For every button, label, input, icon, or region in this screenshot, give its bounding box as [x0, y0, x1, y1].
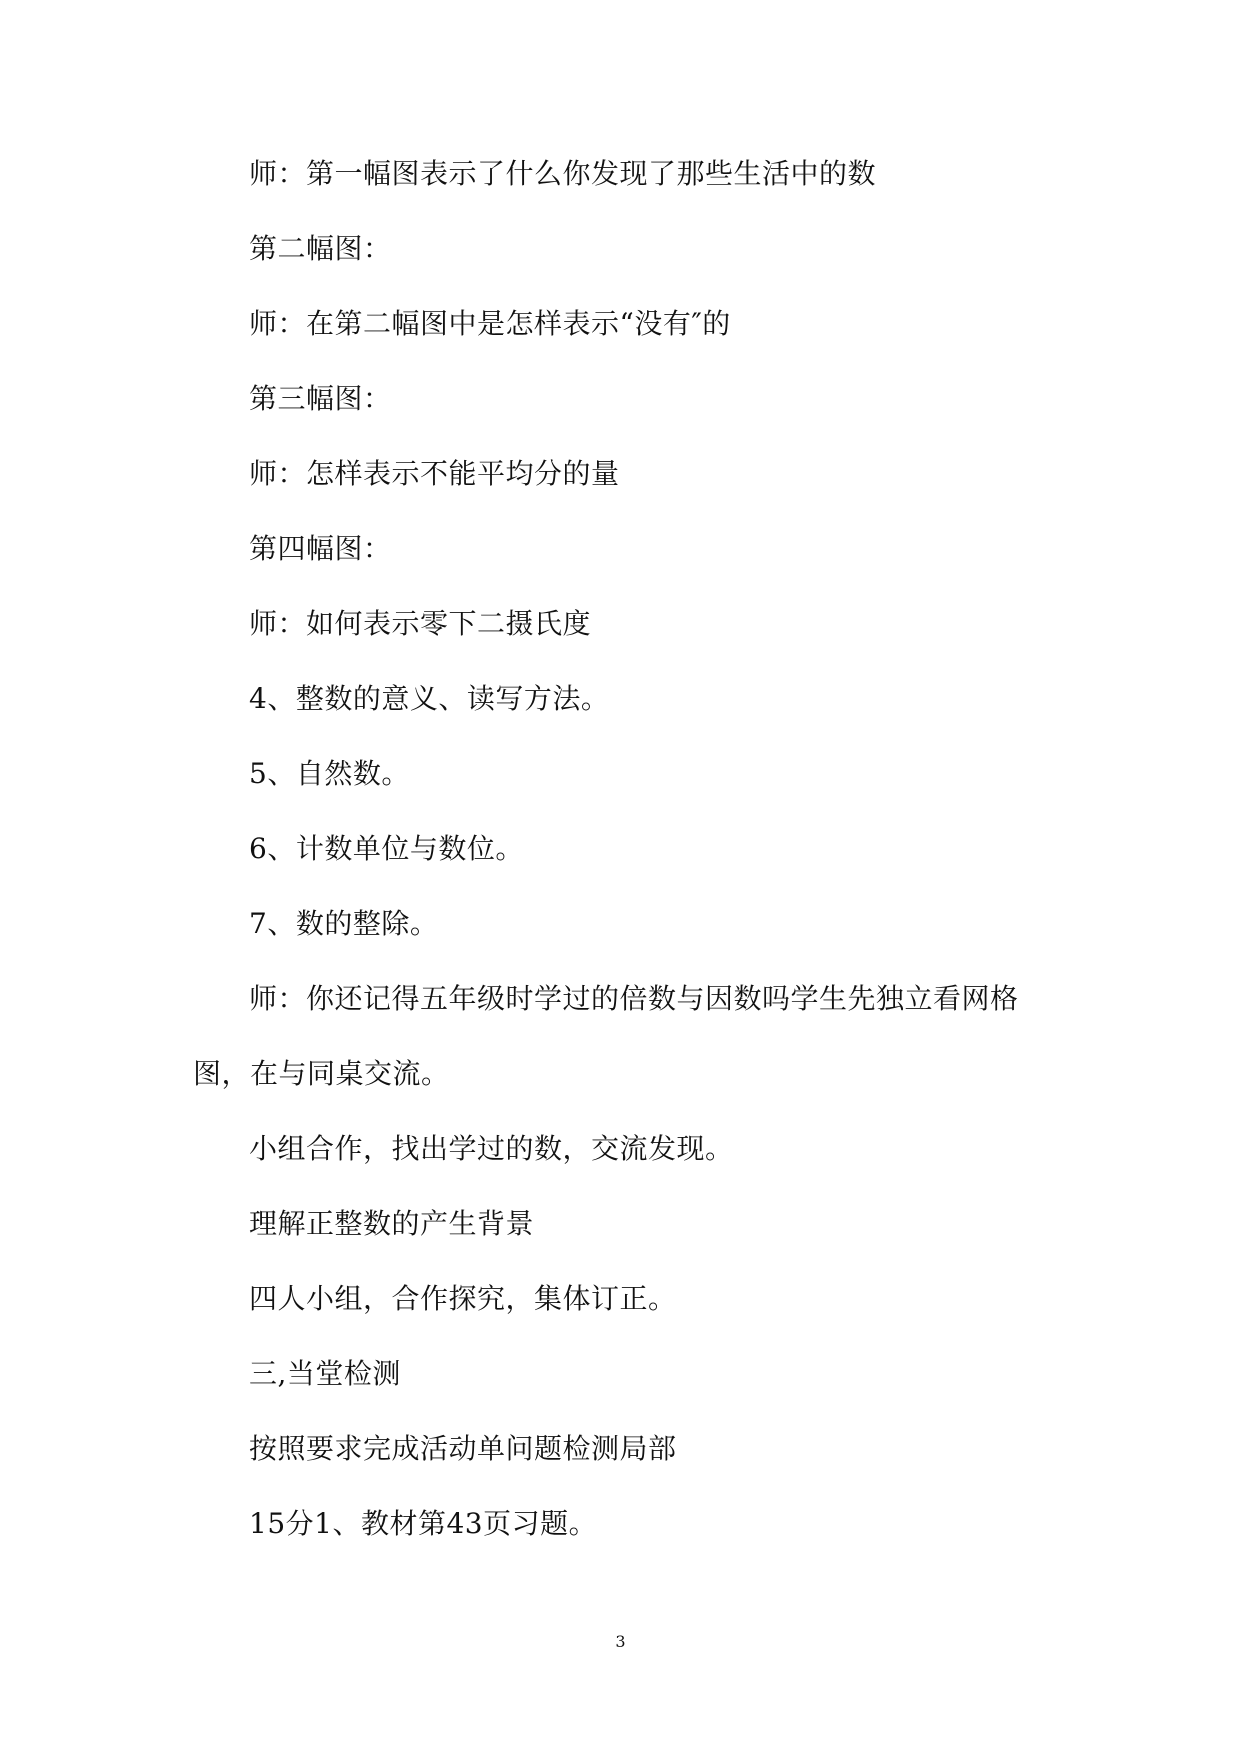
- paragraph: 小组合作，找出学过的数，交流发现。: [249, 1132, 734, 1165]
- paragraph: 四人小组，合作探究，集体订正。: [249, 1282, 677, 1315]
- paragraph: 按照要求完成活动单问题检测局部: [249, 1432, 677, 1465]
- list-item: 5、自然数。: [249, 757, 410, 790]
- paragraph: 第三幅图：: [249, 382, 392, 415]
- list-item: 6、计数单位与数位。: [249, 832, 524, 865]
- paragraph: 师：第一幅图表示了什么你发现了那些生活中的数: [249, 157, 877, 190]
- paragraph: 师：怎样表示不能平均分的量: [249, 457, 620, 490]
- paragraph-continuation: 图，在与同桌交流。: [193, 1057, 450, 1090]
- paragraph: 理解正整数的产生背景: [249, 1207, 535, 1240]
- list-item: 4、整数的意义、读写方法。: [249, 682, 610, 715]
- section-heading: 三,当堂检测: [249, 1357, 401, 1390]
- paragraph: 师：你还记得五年级时学过的倍数与因数吗学生先独立看网格: [249, 982, 1019, 1015]
- paragraph: 第二幅图：: [249, 232, 392, 265]
- paragraph: 第四幅图：: [249, 532, 392, 565]
- list-item: 7、数的整除。: [249, 907, 439, 940]
- paragraph: 师：如何表示零下二摄氏度: [249, 607, 592, 640]
- paragraph: 15分1、教材第43页习题。: [249, 1507, 598, 1540]
- page-number: 3: [615, 1632, 626, 1651]
- paragraph: 师：在第二幅图中是怎样表示“没有″的: [249, 307, 731, 340]
